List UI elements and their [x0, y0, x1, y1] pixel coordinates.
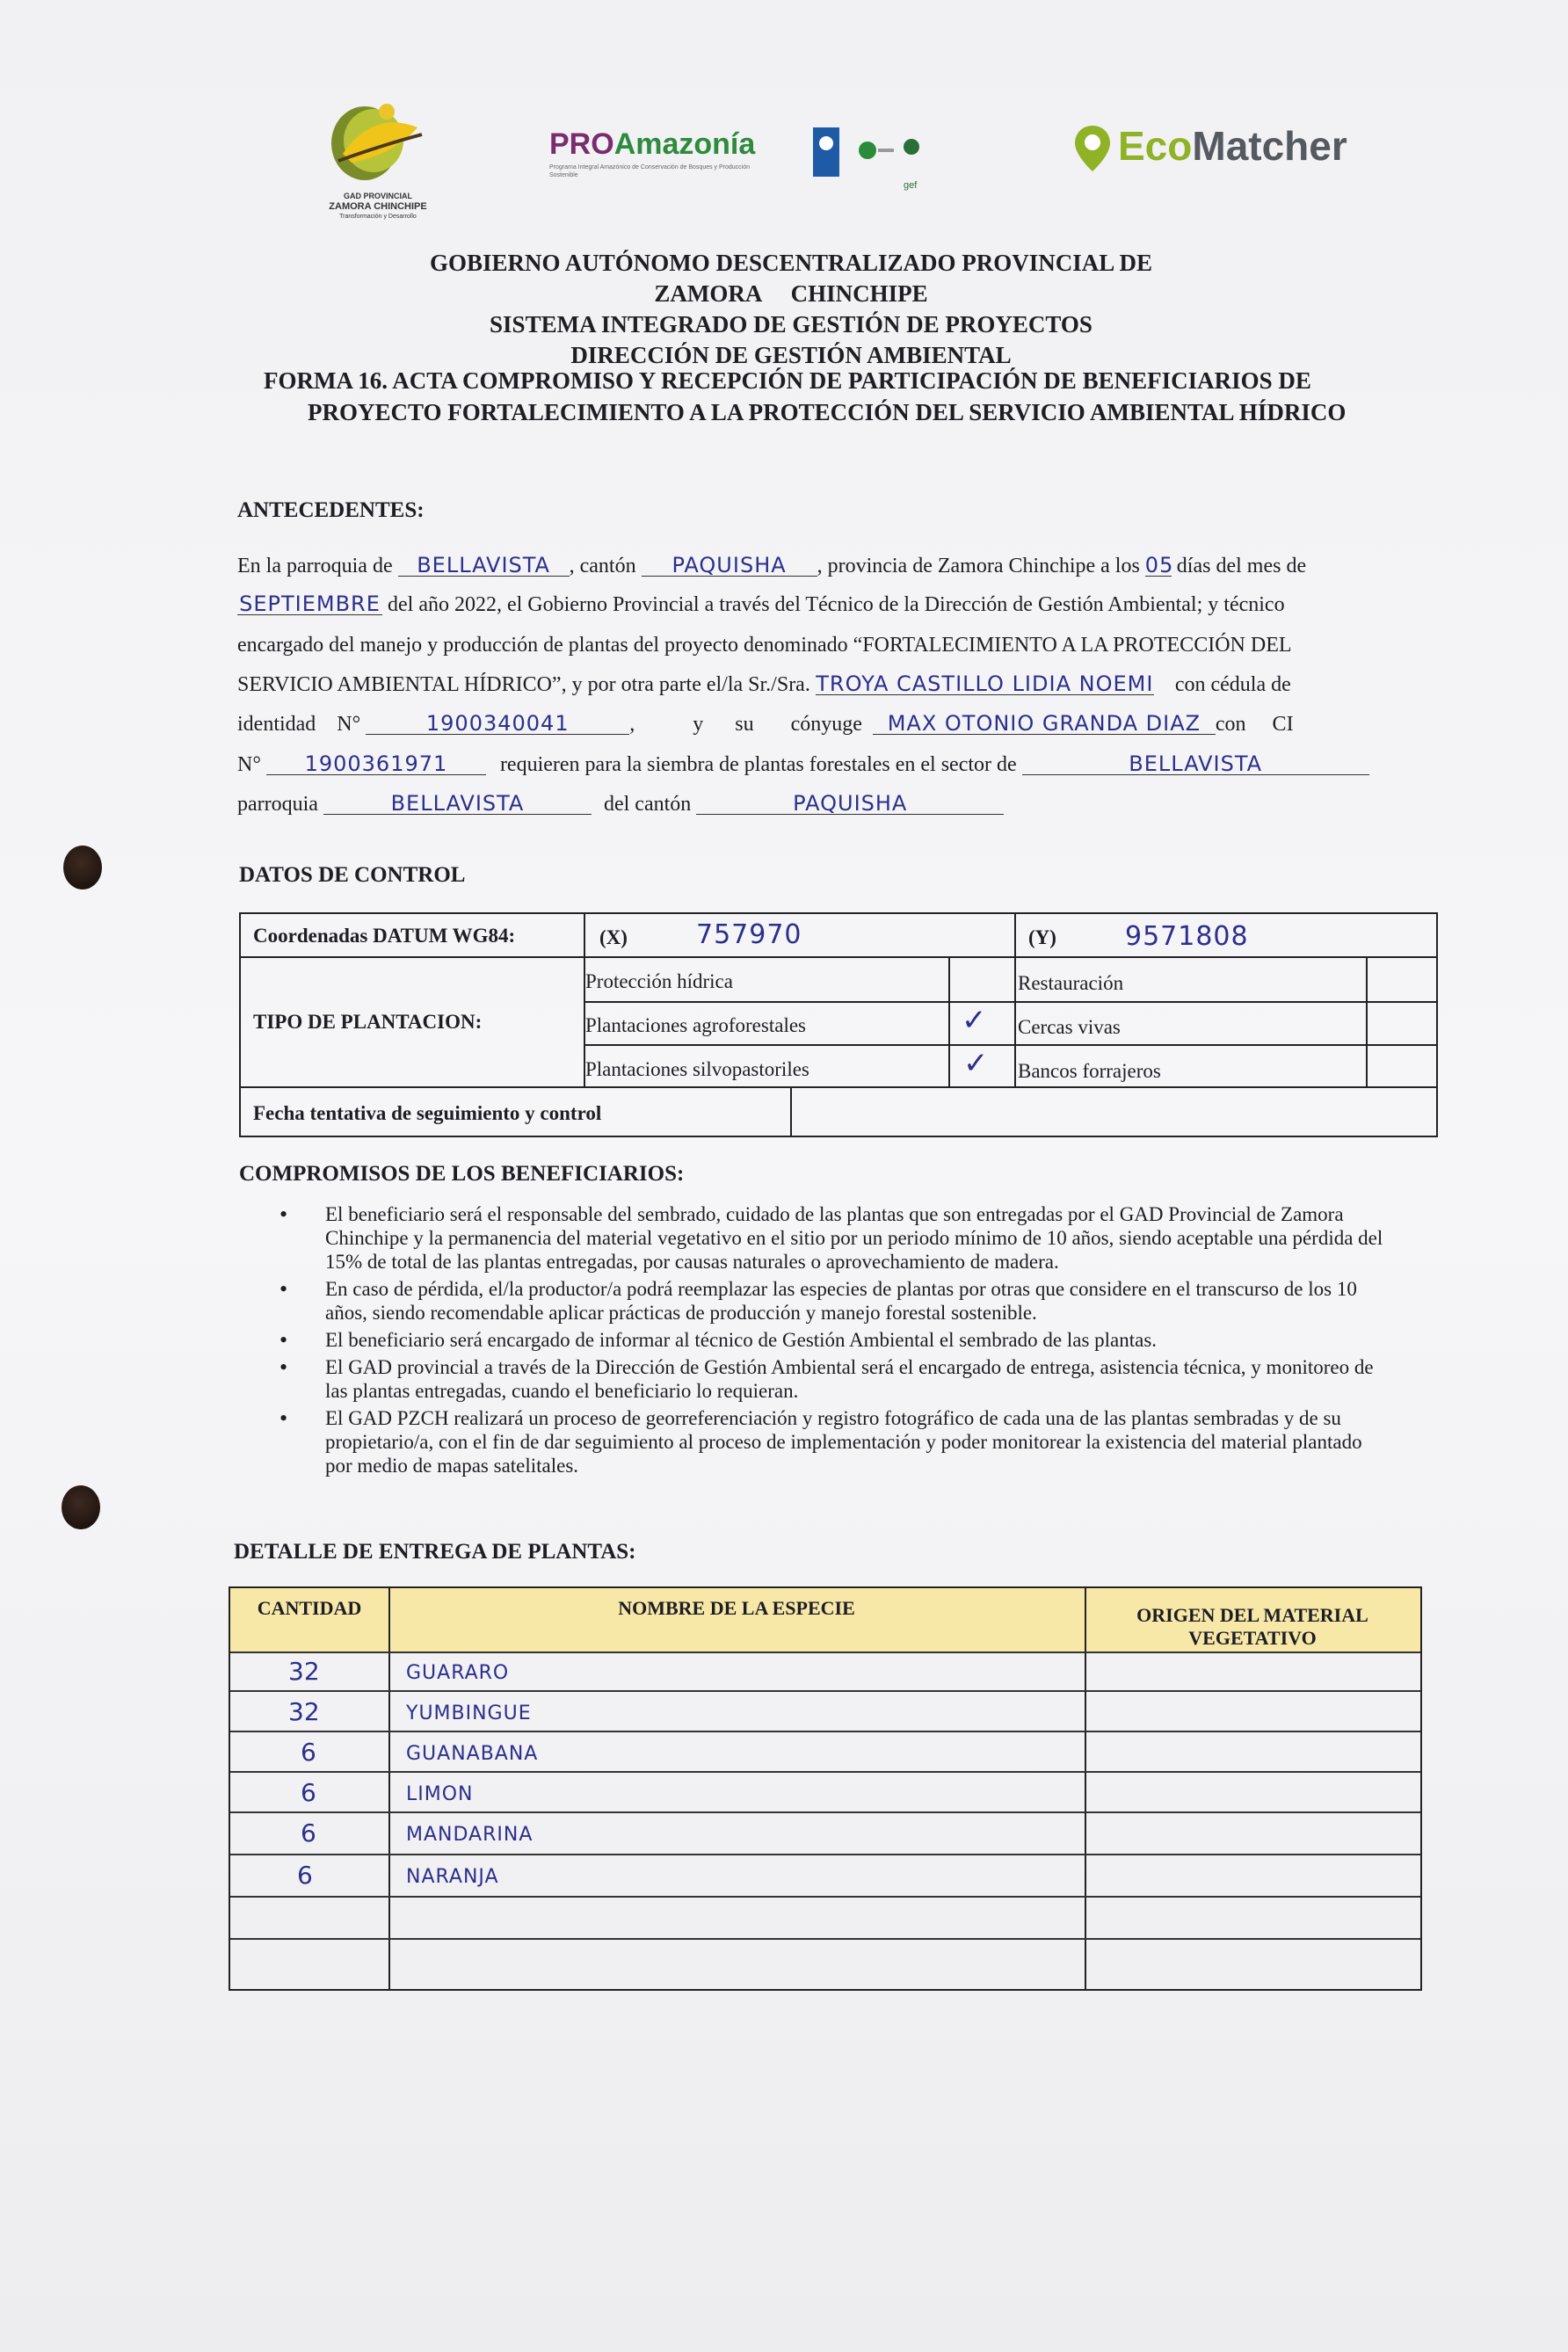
- tipo-plantacion-label: TIPO DE PLANTACION:: [253, 1011, 483, 1033]
- compromisos-heading: COMPROMISOS DE LOS BENEFICIARIOS:: [239, 1162, 685, 1186]
- antecedentes-line-3: encargado del manejo y producción de plantas del proyecto denominado “FORTALECIMIENTO A LA PROTECCIÓN DEL: [237, 634, 1292, 657]
- proamazonia-subtitle: Programa Integral Amazónico de Conservación de Bosques y Producción Sostenible: [549, 164, 751, 178]
- text-segment: días del mes de: [1176, 555, 1307, 577]
- row-3-quantity[interactable]: 6: [301, 1738, 316, 1767]
- antecedentes-line-2: [237, 585, 1397, 625]
- coord-label: Coordenadas DATUM WG84:: [253, 925, 516, 947]
- text-segment: identidad N°: [237, 713, 361, 736]
- row-3-species[interactable]: GUANABANA: [406, 1743, 539, 1765]
- antecedentes-line-7: [237, 785, 1397, 824]
- text-segment: con CI: [1215, 713, 1294, 736]
- location-pin-icon: [1072, 124, 1113, 173]
- option-proteccion-hidrica: Protección hídrica: [585, 970, 733, 992]
- text-segment: con cédula de: [1174, 673, 1291, 696]
- col-divider: [388, 1588, 390, 1989]
- text-segment: parroquia: [237, 793, 318, 816]
- title-line-3: SISTEMA INTEGRADO DE GESTIÓN DE PROYECTOS: [490, 311, 1093, 338]
- document-title: [229, 248, 1354, 371]
- row-divider: [241, 956, 1436, 958]
- option-restauracion: Restauración: [1018, 972, 1124, 994]
- detalle-heading: DETALLE DE ENTREGA DE PLANTAS:: [234, 1540, 636, 1564]
- form-title: [264, 365, 1371, 428]
- text-segment: , cantón: [569, 555, 636, 577]
- antecedentes-line-6: [237, 745, 1406, 785]
- punch-hole-bottom: [62, 1485, 100, 1529]
- row-divider: [230, 1731, 1420, 1732]
- compromiso-item: • En caso de pérdida, el/la productor/a podrá reemplazar las especies de plantas por otras que considere en el transcurso de los 10 años, siendo recomendable aplicar prácticas de producción y manejo forestal sostenible.: [279, 1277, 1387, 1325]
- col-header-especie: NOMBRE DE LA ESPECIE: [618, 1597, 855, 1619]
- datos-control-heading: DATOS DE CONTROL: [239, 863, 466, 887]
- row-divider: [230, 1690, 1420, 1692]
- x-coordinate-field[interactable]: 757970: [696, 919, 802, 950]
- text-segment: del cantón: [603, 793, 692, 816]
- sector-field[interactable]: BELLAVISTA: [1022, 753, 1369, 775]
- row-1-species[interactable]: GUARARO: [406, 1662, 510, 1684]
- ecomatcher-matcher-part: Matcher: [1192, 123, 1347, 169]
- text-segment: , y su cónyuge: [629, 713, 862, 736]
- text-segment: N°: [237, 753, 261, 776]
- proamazonia-logo: [549, 119, 918, 189]
- form-title-line-2: PROYECTO FORTALECIMIENTO A LA PROTECCIÓN DEL SERVICIO AMBIENTAL HÍDRICO: [308, 399, 1347, 425]
- col-divider: [1366, 956, 1368, 1086]
- gad-caption-line-3: Transformación y Desarrollo: [339, 214, 417, 220]
- row-divider: [230, 1896, 1420, 1898]
- row-4-quantity[interactable]: 6: [301, 1778, 316, 1807]
- col-divider: [790, 1086, 792, 1136]
- row-5-quantity[interactable]: 6: [301, 1818, 316, 1847]
- x-label: (X): [599, 926, 628, 948]
- parroquia-field[interactable]: BELLAVISTA: [398, 555, 570, 577]
- row-1-quantity[interactable]: 32: [288, 1657, 320, 1686]
- row-divider: [230, 1651, 1420, 1653]
- option-agroforestales: Plantaciones agroforestales: [585, 1014, 806, 1036]
- proamazonia-pro-part: PRO: [549, 127, 614, 161]
- checkmark-icon[interactable]: ✓: [962, 1003, 987, 1038]
- col-header-origen: [1085, 1604, 1420, 1650]
- compromiso-item: • El GAD PZCH realizará un proceso de georreferenciación y registro fotográfico de cada una de las plantas sembradas y de su propietario/a, con el fin de dar seguimiento al proceso de implementación y poder monitorear la existencia del material plantado por medio de mapas satelitales.: [279, 1406, 1387, 1477]
- punch-hole-top: [63, 846, 102, 889]
- canton-field[interactable]: PAQUISHA: [642, 555, 817, 577]
- gad-emblem-icon: [299, 92, 448, 191]
- text-segment: En la parroquia de: [237, 555, 393, 577]
- text-segment: SERVICIO AMBIENTAL HÍDRICO”, y por otra parte el/la Sr./Sra.: [237, 673, 810, 696]
- parroquia-2-field[interactable]: BELLAVISTA: [323, 793, 592, 815]
- text-segment: requieren para la siembra de plantas forestales en el sector de: [499, 753, 1017, 776]
- proamazonia-amazonia-part: Amazonía: [613, 127, 756, 161]
- col-divider: [1014, 914, 1016, 1086]
- col-header-cantidad: CANTIDAD: [257, 1597, 362, 1619]
- col-header-origen-line-2: VEGETATIVO: [1188, 1627, 1317, 1649]
- dias-field[interactable]: 05: [1144, 553, 1174, 577]
- ecomatcher-wordmark: [1118, 122, 1347, 170]
- title-line-1: GOBIERNO AUTÓNOMO DESCENTRALIZADO PROVINCIAL DE: [429, 250, 1153, 276]
- row-2-species[interactable]: YUMBINGUE: [406, 1702, 532, 1724]
- text-segment: del año 2022, el Gobierno Provincial a través del Técnico de la Dirección de Gestión Ambiental; y técnico: [388, 593, 1285, 616]
- y-coordinate-field[interactable]: 9571808: [1125, 921, 1249, 952]
- partner-logos-icon: [813, 124, 927, 185]
- row-divider: [230, 1938, 1420, 1940]
- gad-zamora-chinchipe-logo: [299, 92, 448, 224]
- text-segment: , provincia de Zamora Chinchipe a los: [817, 555, 1140, 577]
- row-5-species[interactable]: MANDARINA: [406, 1824, 534, 1846]
- gef-label: gef: [904, 180, 918, 191]
- compromiso-item: • El GAD provincial a través de la Dirección de Gestión Ambiental será el encargado de entrega, asistencia técnica, y monitoreo de las plantas entregadas, cuando el beneficiario lo requieran.: [279, 1355, 1387, 1403]
- form-title-line-1: FORMA 16. ACTA COMPROMISO Y RECEPCIÓN DE PARTICIPACIÓN DE BENEFICIARIOS DE: [264, 367, 1311, 394]
- conyuge-ci-field[interactable]: 1900361971: [266, 753, 486, 775]
- row-2-quantity[interactable]: 32: [288, 1697, 320, 1726]
- option-bancos-forrajeros: Bancos forrajeros: [1018, 1060, 1161, 1082]
- ecomatcher-logo: [1072, 119, 1406, 180]
- mes-field[interactable]: SEPTIEMBRE: [237, 593, 382, 615]
- title-line-2: ZAMORA CHINCHIPE: [654, 280, 928, 307]
- antecedentes-line-4: [237, 665, 1397, 705]
- gad-caption-line-2: ZAMORA CHINCHIPE: [329, 201, 427, 212]
- conyuge-name-field[interactable]: MAX OTONIO GRANDA DIAZ: [873, 713, 1216, 735]
- proamazonia-wordmark: [549, 127, 769, 162]
- beneficiary-name-field[interactable]: TROYA CASTILLO LIDIA NOEMI: [816, 671, 1154, 696]
- gad-caption: [308, 191, 448, 222]
- compromisos-list: [279, 1202, 1387, 1481]
- antecedentes-line-1: [237, 547, 1397, 586]
- antecedentes-heading: ANTECEDENTES:: [237, 498, 425, 522]
- row-divider: [230, 1811, 1420, 1813]
- y-label: (Y): [1028, 926, 1056, 948]
- col-header-origen-line-1: ORIGEN DEL MATERIAL: [1136, 1604, 1368, 1626]
- row-6-species[interactable]: NARANJA: [406, 1866, 499, 1888]
- title-line-4: DIRECCIÓN DE GESTIÓN AMBIENTAL: [570, 342, 1012, 368]
- row-divider: [230, 1854, 1420, 1855]
- gad-caption-line-1: GAD PROVINCIAL: [343, 192, 412, 200]
- compromiso-item: • El beneficiario será el responsable del sembrado, cuidado de las plantas que son entregadas por el GAD Provincial de Zamora Chinchipe y la permanencia del material vegetativo en el sitio por un periodo mínimo de 10 años, siendo aceptable una pérdida del 15% de total de las plantas entregadas, por causas naturales o aprovechamiento de madera.: [279, 1202, 1387, 1274]
- col-divider: [948, 956, 950, 1086]
- row-6-quantity[interactable]: 6: [297, 1861, 313, 1890]
- option-cercas-vivas: Cercas vivas: [1018, 1016, 1121, 1038]
- checkmark-icon[interactable]: ✓: [963, 1046, 989, 1081]
- option-silvopastoriles: Plantaciones silvopastoriles: [585, 1058, 809, 1080]
- compromiso-item: • El beneficiario será encargado de informar al técnico de Gestión Ambiental el sembrado de las plantas.: [279, 1328, 1387, 1352]
- row-4-species[interactable]: LIMON: [406, 1783, 474, 1805]
- antecedentes-line-5: [237, 705, 1406, 744]
- fecha-seguimiento-label: Fecha tentativa de seguimiento y control: [253, 1102, 602, 1124]
- control-table: [239, 912, 1438, 1137]
- canton-2-field[interactable]: PAQUISHA: [696, 793, 1004, 815]
- row-divider: [230, 1771, 1420, 1773]
- row-divider: [241, 1086, 1436, 1088]
- plants-table: [229, 1586, 1422, 1991]
- header-logos: [299, 92, 1406, 224]
- row-divider: [584, 1001, 1436, 1003]
- ecomatcher-eco-part: Eco: [1118, 123, 1193, 169]
- row-divider: [584, 1044, 1436, 1046]
- cedula-field[interactable]: 1900340041: [366, 713, 629, 735]
